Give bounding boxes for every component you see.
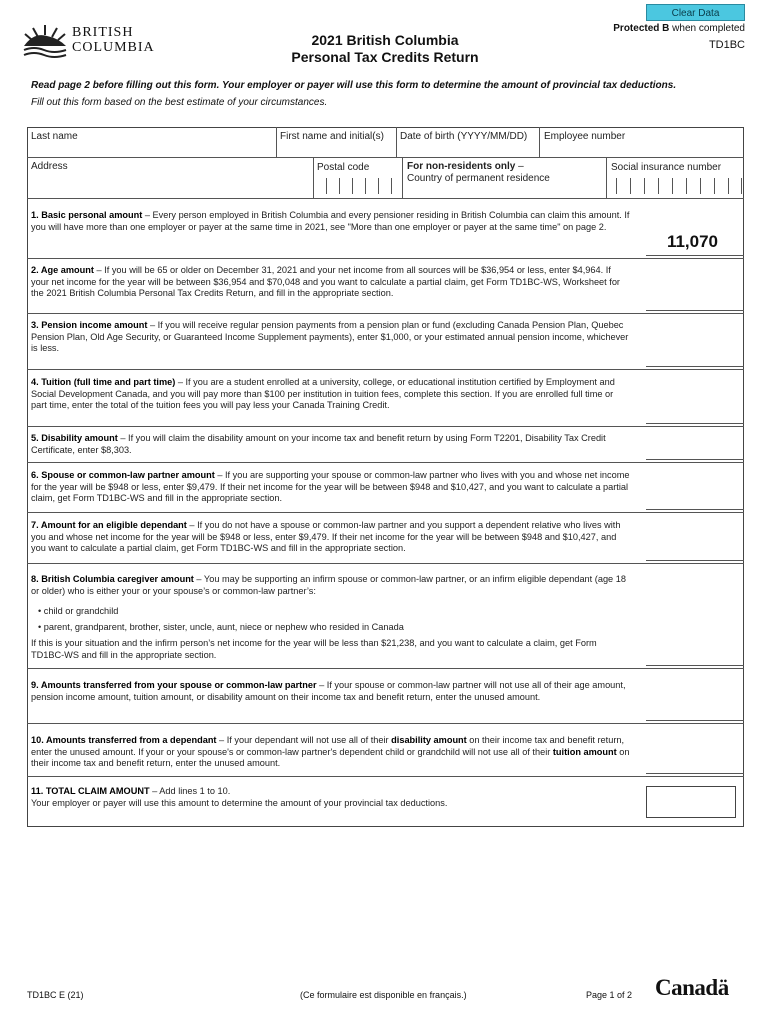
non-resident-bold: For non-residents only bbox=[407, 161, 516, 172]
title-line-1: 2021 British Columbia bbox=[311, 32, 459, 48]
disability-amount-input[interactable] bbox=[646, 459, 744, 460]
section-divider bbox=[27, 723, 744, 724]
bullet-1-text: child or grandchild bbox=[43, 606, 119, 616]
section-10-text-a: – If your dependant will not use all of their bbox=[216, 735, 392, 745]
logo-text-columbia: COLUMBIA bbox=[72, 40, 155, 55]
tuition-amount-input[interactable] bbox=[646, 423, 744, 424]
grid-line bbox=[396, 127, 397, 157]
caregiver-amount-input[interactable] bbox=[646, 665, 744, 666]
section-7-eligible-dependant bbox=[31, 520, 631, 555]
section-5-title: 5. Disability amount bbox=[31, 433, 118, 443]
address-input[interactable] bbox=[30, 174, 310, 196]
section-6-spouse bbox=[31, 470, 631, 505]
section-8-bullet-2: • parent, grandparent, brother, sister, uncle, aunt, niece or nephew who resided in Canada bbox=[38, 622, 404, 632]
section-divider bbox=[27, 426, 744, 427]
section-8-text: – You may be supporting an infirm spouse or common-law partner, or an infirm eligible dependant (age 18 or older) who is either your or your spouse’s or common-law partner’s: bbox=[31, 574, 626, 596]
first-name-label: First name and initial(s) bbox=[280, 131, 384, 142]
section-5-disability bbox=[31, 433, 631, 456]
country-residence-label: Country of permanent residence bbox=[407, 173, 550, 184]
footer-page-number: Page 1 of 2 bbox=[586, 990, 633, 1000]
protected-b-label bbox=[560, 23, 745, 34]
grid-line bbox=[539, 127, 540, 157]
section-divider bbox=[27, 512, 744, 513]
country-residence-input[interactable] bbox=[406, 185, 604, 196]
total-claim-amount-input[interactable] bbox=[646, 786, 736, 818]
section-4-title: 4. Tuition (full time and part time) bbox=[31, 377, 176, 387]
section-1-title: 1. Basic personal amount bbox=[31, 210, 143, 220]
footer-french-note: (Ce formulaire est disponible en français.) bbox=[300, 990, 467, 1000]
logo-text-british: BRITISH bbox=[72, 25, 134, 40]
section-8-caregiver bbox=[31, 574, 631, 597]
eligible-dependant-amount-input[interactable] bbox=[646, 560, 744, 561]
section-divider bbox=[27, 462, 744, 463]
transfer-dependant-amount-input[interactable] bbox=[646, 773, 744, 774]
section-3-pension bbox=[31, 320, 631, 355]
postal-code-input[interactable] bbox=[326, 178, 392, 194]
protected-b-rest: when completed bbox=[669, 23, 745, 34]
age-amount-input[interactable] bbox=[646, 310, 744, 311]
read-instruction: Read page 2 before filling out this form. Your employer or payer will use this form to determine the amount of provincial tax deductions. bbox=[31, 80, 677, 91]
section-4-text: – If you are a student enrolled at a university, college, or educational institution certified by Employment and Social Development Canada, and you will pay more than $100 per institution in tuition fees, complete this section. If you are enrolled full time or part time, enter the total of the tuition fees you will pay less your Canada Training Credit. bbox=[31, 377, 615, 411]
section-10-text-b: on their income tax and benefit return, enter the unused amount. If your or your spouse's or common-law partner's dependent child or grandchild will not use all of their bbox=[31, 735, 625, 757]
section-6-title: 6. Spouse or common-law partner amount bbox=[31, 470, 215, 480]
transfer-spouse-amount-input[interactable] bbox=[646, 720, 744, 721]
section-divider bbox=[27, 668, 744, 669]
fill-instruction: Fill out this form based on the best estimate of your circumstances. bbox=[31, 97, 328, 108]
section-11-total bbox=[31, 786, 631, 798]
grid-line bbox=[27, 198, 744, 199]
last-name-input[interactable] bbox=[30, 143, 274, 156]
section-2-text: – If you will be 65 or older on December 31, 2021 and your net income from all sources will be $36,954 or less, enter $4,964. If your net income for the year will be between $36,954 and $70,048 and you want to calculate a partial claim, get Form TD1BC-WS, Worksheet for the 2021 British Columbia Personal Tax Credits Return, and fill in the appropriate section. bbox=[31, 265, 620, 299]
pension-amount-input[interactable] bbox=[646, 366, 744, 367]
form-title bbox=[230, 32, 540, 66]
employee-number-input[interactable] bbox=[543, 143, 742, 156]
section-2-title: 2. Age amount bbox=[31, 265, 94, 275]
spouse-amount-input[interactable] bbox=[646, 509, 744, 510]
section-10-bold-b: tuition amount bbox=[552, 746, 617, 757]
section-3-title: 3. Pension income amount bbox=[31, 320, 148, 330]
section-10-text-c: on their income tax and benefit return, enter the unused amount. bbox=[31, 746, 630, 769]
section-11-title: 11. TOTAL CLAIM AMOUNT bbox=[31, 786, 150, 796]
section-divider bbox=[27, 258, 744, 259]
footer-form-code: TD1BC E (21) bbox=[27, 990, 84, 1000]
section-10-title: 10. Amounts transferred from a dependant bbox=[31, 735, 217, 745]
section-7-text: – If you do not have a spouse or common-law partner and you support a dependent relative who lives with you and whose net income for the year will be $948 or less, enter $9,479. If their net income for the year will be between $948 and $10,427, and you want to calculate a partial claim, get Form TD1BC-WS and fill in the appropriate section. bbox=[31, 520, 621, 554]
dob-input[interactable] bbox=[399, 143, 537, 156]
section-8-after-text: If this is your situation and the infirm person’s net income for the year will be less than $21,238, and you want to calculate a claim, get Form TD1BC-WS and fill in the appropriate section. bbox=[31, 638, 597, 660]
section-5-text: – If you will claim the disability amount on your income tax and benefit return by using Form T2201, Disability Tax Credit Certificate, enter $8,303. bbox=[31, 433, 606, 455]
employee-number-label: Employee number bbox=[544, 131, 626, 142]
dob-label: Date of birth (YYYY/MM/DD) bbox=[400, 131, 528, 142]
first-name-input[interactable] bbox=[279, 143, 394, 156]
section-4-tuition bbox=[31, 377, 631, 412]
grid-line bbox=[27, 157, 744, 158]
section-9-title: 9. Amounts transferred from your spouse or common-law partner bbox=[31, 680, 317, 690]
sin-label: Social insurance number bbox=[611, 162, 722, 173]
section-9-text: – If your spouse or common-law partner will not use all of their age amount, pension income amount, tuition amount, or disability amount on their income tax and benefit return, enter the unused amount. bbox=[31, 680, 626, 702]
grid-line bbox=[313, 157, 314, 198]
section-divider bbox=[27, 776, 744, 777]
last-name-label: Last name bbox=[31, 131, 78, 142]
basic-personal-amount-value[interactable]: 11,070 bbox=[666, 232, 718, 251]
bc-logo bbox=[22, 22, 155, 62]
section-divider bbox=[27, 369, 744, 370]
section-11-text: – Add lines 1 to 10. bbox=[149, 786, 231, 796]
grid-line bbox=[276, 127, 277, 157]
section-3-text: – If you will receive regular pension payments from a pension plan or fund (excluding Canada Pension Plan, Quebec Pension Plan, Old Age Security, or Guaranteed Income Supplement payments), enter $1,000, or your estimated annual pension income, whichever is less. bbox=[31, 320, 629, 354]
section-1-basic-personal bbox=[31, 210, 631, 233]
answer-line-1 bbox=[646, 255, 744, 256]
section-9-transfer-spouse bbox=[31, 680, 631, 703]
section-11-line2: Your employer or payer will use this amount to determine the amount of your provincial tax deductions. bbox=[31, 798, 448, 808]
section-divider bbox=[27, 563, 744, 564]
protected-b-bold: Protected B bbox=[613, 23, 670, 34]
title-line-2: Personal Tax Credits Return bbox=[291, 49, 479, 65]
address-label: Address bbox=[31, 161, 68, 172]
section-divider bbox=[27, 313, 744, 314]
section-8-bullet-1: • child or grandchild bbox=[38, 606, 119, 616]
non-resident-label bbox=[407, 161, 524, 172]
grid-line bbox=[402, 157, 403, 198]
section-10-bold-a: disability amount bbox=[391, 735, 467, 745]
non-resident-dash: – bbox=[515, 161, 524, 172]
section-7-title: 7. Amount for an eligible dependant bbox=[31, 520, 187, 530]
grid-line bbox=[606, 157, 607, 198]
bullet-2-text: parent, grandparent, brother, sister, uncle, aunt, niece or nephew who resided in Canada bbox=[43, 622, 404, 632]
section-2-age bbox=[31, 265, 631, 300]
canada-wordmark: Canadä bbox=[655, 975, 729, 1000]
section-6-text: – If you are supporting your spouse or common-law partner who lives with you and whose net income for the year will be $948 or less, enter $9,479. If their net income for the year will be between $948 and $10,427, and you want to calculate a partial claim, get Form TD1BC-WS and fill in the appropriate section. bbox=[31, 470, 630, 504]
sin-input[interactable] bbox=[616, 178, 742, 194]
postal-code-label: Postal code bbox=[317, 162, 370, 173]
section-8-title: 8. British Columbia caregiver amount bbox=[31, 574, 194, 584]
clear-data-button[interactable]: Clear Data bbox=[646, 4, 745, 21]
section-1-text: – Every person employed in British Columbia and every pensioner residing in British Columbia can claim this amount. If you will have more than one employer or payer at the same time in 2021, see "More than one employer or payer at the same time" on page 2. bbox=[31, 210, 630, 232]
form-code: TD1BC bbox=[708, 39, 745, 51]
section-10-transfer-dependant bbox=[31, 735, 631, 770]
